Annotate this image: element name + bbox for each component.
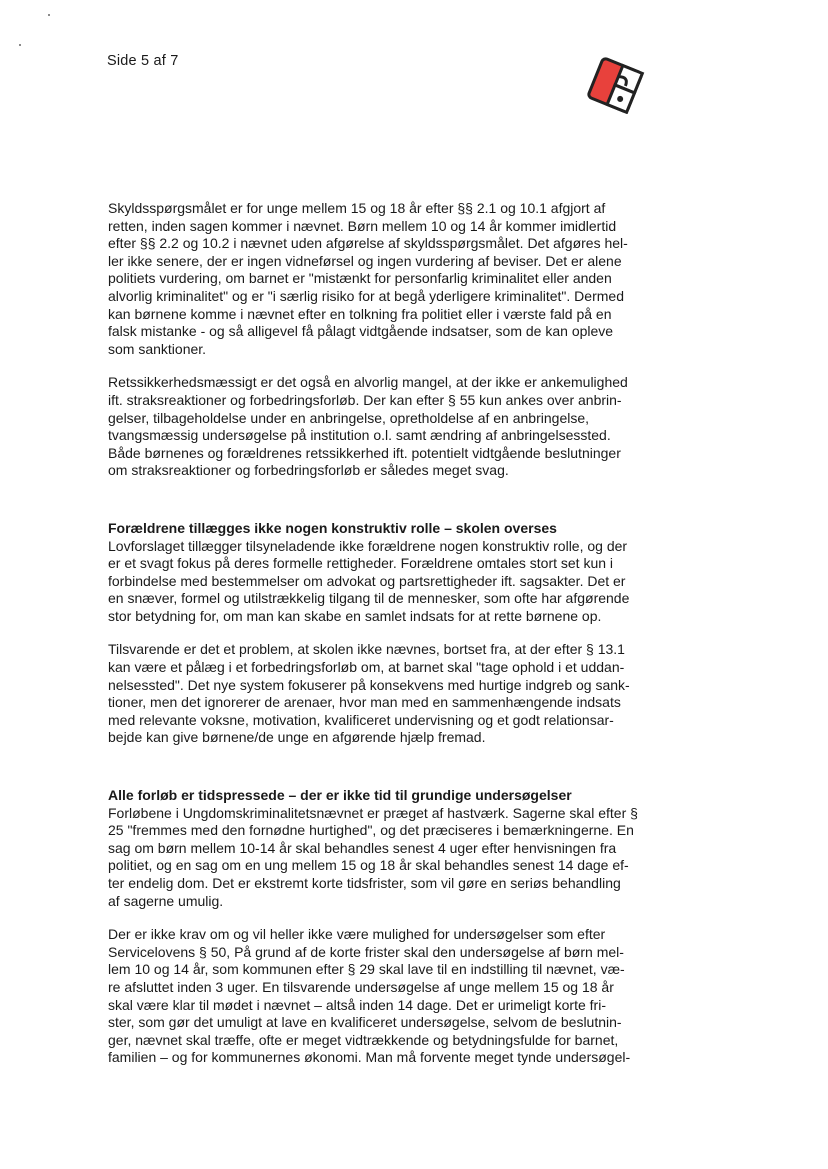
page-number: Side 5 af 7 bbox=[107, 53, 179, 69]
paragraph: Lovforslaget tillægger tilsyneladende ikke forældrene nogen konstruktiv rolle, og der er et svagt fokus på deres formelle rettigheder. Forældrene omtales stort set kun i forbindelse med bestemmelser om advokat og partsrettigheder ift. sagsakter. Det er en snæver, formel og utilstrækkelig tilgang til de mennesker, som ofte har afgørende stor betydning for, om man kan skabe en samlet indsats for at rette børnene op. bbox=[108, 537, 630, 624]
paragraph: Retssikkerhedsmæssigt er det også en alvorlig mangel, at der ikke er ankemulighed ift. straksreaktioner og forbedringsforløb. Der kan efter § 55 kun ankes over anbrin- gelser, tilbageholdelse under en anbringelse, opretholdelse af en anbringelse, tvangsmæssig undersøgelse på institution o.l. samt ændring af anbringelsessted. Både børnenes og forældrenes retssikkerhed ift. potentielt vidtgående beslutninger om straksreaktioner og forbedringsforløb er således meget svag. bbox=[108, 374, 628, 479]
section-heading: Forældrene tillægges ikke nogen konstruktiv rolle – skolen overses bbox=[108, 519, 557, 536]
paragraph: Der er ikke krav om og vil heller ikke være mulighed for undersøgelser som efter Servicelovens § 50, På grund af de korte frister skal den undersøgelse af børn mel- lem 10 og 14 år, som kommunen efter § 29 skal lave til en indstilling til nævnet, væ- re afsluttet inden 3 uger. En tilsvarende undersøgelse af unge mellem 15 og 18 år skal være klar til mødet i nævnet – altså inden 14 dage. Det er urimeligt korte fri- ster, som gør det umuligt at lave en kvalificeret undersøgelse, selvom de beslutnin- ger, nævnet skal træffe, ofte er meget vidtrækkende og betydningsfulde for barnet, familien – og for kommunernes økonomi. Man må forvente meget tynde undersøgel- bbox=[108, 926, 631, 1066]
scan-speck bbox=[19, 44, 21, 46]
paragraph: Skyldsspørgsmålet er for unge mellem 15 og 18 år efter §§ 2.1 og 10.1 afgjort af retten, inden sagen kommer i nævnet. Børn mellem 10 og 14 år kommer imidlertid efter §§ 2.2 og 10.2 i nævnet uden afgørelse af skyldsspørgsmålet. Det afgøres hel- ler ikke senere, der er ingen vidneførsel og ingen vurdering af beviser. Det er alene politiets vurdering, om barnet er "mistænkt for personfarlig kriminalitet eller anden alvorlig kriminalitet" og er "i særlig risiko for at begå yderligere kriminalitet". Dermed kan børnene komme i nævnet efter en tolkning fra politiet eller i værste fald på en falsk mistanke - og så alligevel få pålagt vidtgående indsatser, som de kan opleve som sanktioner. bbox=[108, 200, 628, 357]
red-square-question-logo-icon bbox=[585, 56, 645, 114]
section-heading: Alle forløb er tidspressede – der er ikke tid til grundige undersøgelser bbox=[108, 787, 572, 804]
scan-speck bbox=[48, 14, 50, 16]
paragraph: Tilsvarende er det et problem, at skolen ikke nævnes, bortset fra, at der efter § 13.1 kan være et pålæg i et forbedringsforløb om, at barnet skal "tage ophold i et uddan- nelsessted". Det nye system fokuserer på konsekvens med hurtige indgreb og sank- tioner, men det ignorerer de arenaer, hvor man med en sammenhængende indsats med relevante voksne, motivation, kvalificeret undervisning og et godt relationsar- bejde kan give børnene/de unge en afgørende hjælp fremad. bbox=[108, 641, 630, 746]
paragraph: Forløbene i Ungdomskriminalitetsnævnet er præget af hastværk. Sagerne skal efter § 25 "fremmes med den fornødne hurtighed", og det præciseres i bemærkningerne. En sag om børn mellem 10-14 år skal behandles senest 4 uger efter henvisningen fra politiet, og en sag om en ung mellem 15 og 18 år skal behandles senest 14 dage ef- ter endelig dom. Det er ekstremt korte tidsfrister, som vil gøre en seriøs behandling af sagerne umulig. bbox=[108, 804, 638, 909]
document-body bbox=[108, 200, 688, 1083]
